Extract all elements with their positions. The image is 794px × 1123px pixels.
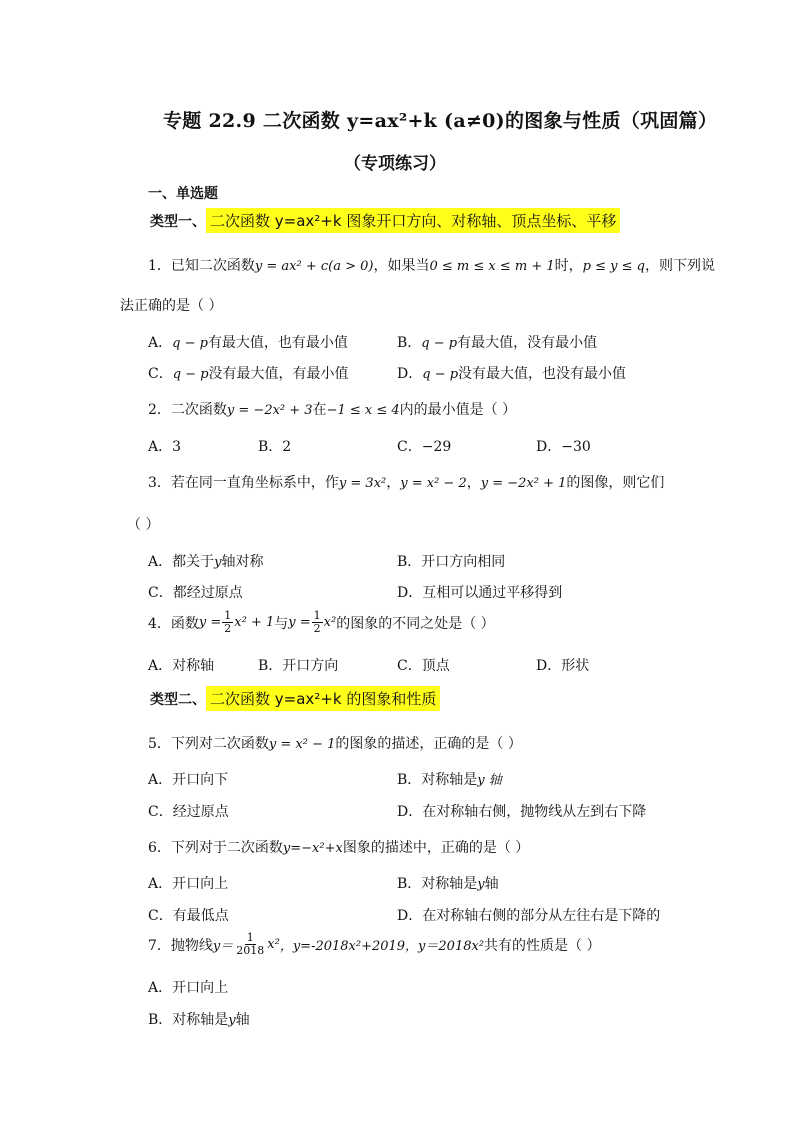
page-title: 专题 22.9 二次函数 y=ax²+k (a≠0)的图象与性质（巩固篇） [163, 110, 718, 132]
type2-heading [150, 686, 440, 711]
page-subtitle: （专项练习） [344, 154, 446, 174]
question-1-line1: 1．已知二次函数y = ax² + c(a > 0)，如果当0 ≤ m ≤ x ≤ m + 1时，p ≤ y ≤ q，则下列说 [148, 258, 715, 274]
question-4-option-b[interactable]: B．开口方向 [258, 658, 339, 674]
fraction-1-over-2018: $\frac{1}{2018}$ [236, 931, 265, 958]
question-2-option-a[interactable]: A．3 [148, 439, 182, 455]
type1-heading [150, 208, 620, 233]
question-2-option-c[interactable]: C．−29 [397, 439, 452, 455]
type1-highlight: 二次函数 y=ax²+k 图象开口方向、对称轴、顶点坐标、平移 [206, 208, 620, 233]
question-7-option-b[interactable]: B．对称轴是y轴 [148, 1012, 250, 1028]
question-3-option-a[interactable]: A．都关于y轴对称 [148, 554, 264, 570]
question-7: 7．抛物线 y＝ $\frac{1}{2018}$ x² ，y=-2018x²+2019，y＝2018x² 共有的性质是（ ） [148, 931, 601, 958]
question-4-option-d[interactable]: D．形状 [536, 658, 590, 674]
question-6-option-a[interactable]: A．开口向上 [148, 876, 229, 892]
question-3-line2: （ ） [127, 517, 160, 533]
question-5: 5．下列对二次函数y = x² − 1的图象的描述，正确的是（ ） [148, 736, 522, 752]
type2-label: 类型二、 [150, 691, 206, 708]
question-1-line2: 法正确的是（ ） [120, 298, 223, 314]
question-1-option-d[interactable]: D．q − p没有最大值，也没有最小值 [397, 366, 627, 382]
question-3-option-b[interactable]: B．开口方向相同 [397, 554, 506, 570]
question-3-line1: 3．若在同一直角坐标系中，作y = 3x²，y = x² − 2，y = −2x² + 1的图像，则它们 [148, 475, 665, 491]
question-4-option-a[interactable]: A．对称轴 [148, 658, 215, 674]
question-2-option-b[interactable]: B．2 [258, 439, 292, 455]
type2-highlight: 二次函数 y=ax²+k 的图象和性质 [206, 686, 440, 711]
type1-label: 类型一、 [150, 213, 206, 230]
section-heading: 一、单选题 [148, 186, 218, 202]
question-1-option-c[interactable]: C．q − p没有最大值，有最小值 [148, 366, 349, 382]
question-7-option-a[interactable]: A．开口向上 [148, 980, 229, 996]
fraction-one-half: $\frac{1}{2}$ [224, 609, 232, 636]
question-1-option-a[interactable]: A．q − p有最大值，也有最小值 [148, 335, 348, 351]
question-3-option-d[interactable]: D．互相可以通过平移得到 [397, 585, 563, 601]
question-1-option-b[interactable]: B．q − p有最大值，没有最小值 [397, 335, 598, 351]
question-3-option-c[interactable]: C．都经过原点 [148, 585, 243, 601]
question-2-option-d[interactable]: D．−30 [536, 439, 591, 455]
fraction-one-half: $\frac{1}{2}$ [313, 609, 321, 636]
question-6-option-c[interactable]: C．有最低点 [148, 908, 229, 924]
question-6: 6．下列对于二次函数y=−x²+x图象的描述中，正确的是（ ） [148, 840, 530, 856]
question-5-option-d[interactable]: D．在对称轴右侧，抛物线从左到右下降 [397, 804, 647, 820]
question-5-option-b[interactable]: B．对称轴是y 轴 [397, 772, 502, 788]
question-5-option-a[interactable]: A．开口向下 [148, 772, 229, 788]
question-2: 2．二次函数y = −2x² + 3在−1 ≤ x ≤ 4内的最小值是（ ） [148, 402, 517, 418]
question-5-option-c[interactable]: C．经过原点 [148, 804, 229, 820]
question-6-option-b[interactable]: B．对称轴是y轴 [397, 876, 499, 892]
question-4: 4．函数 y = $\frac{1}{2}$ x² + 1 与 y = $\frac{1}{2}$ x² 的图象的不同之处是（ ） [148, 609, 495, 636]
question-4-option-c[interactable]: C．顶点 [397, 658, 450, 674]
question-6-option-d[interactable]: D．在对称轴右侧的部分从左往右是下降的 [397, 908, 661, 924]
